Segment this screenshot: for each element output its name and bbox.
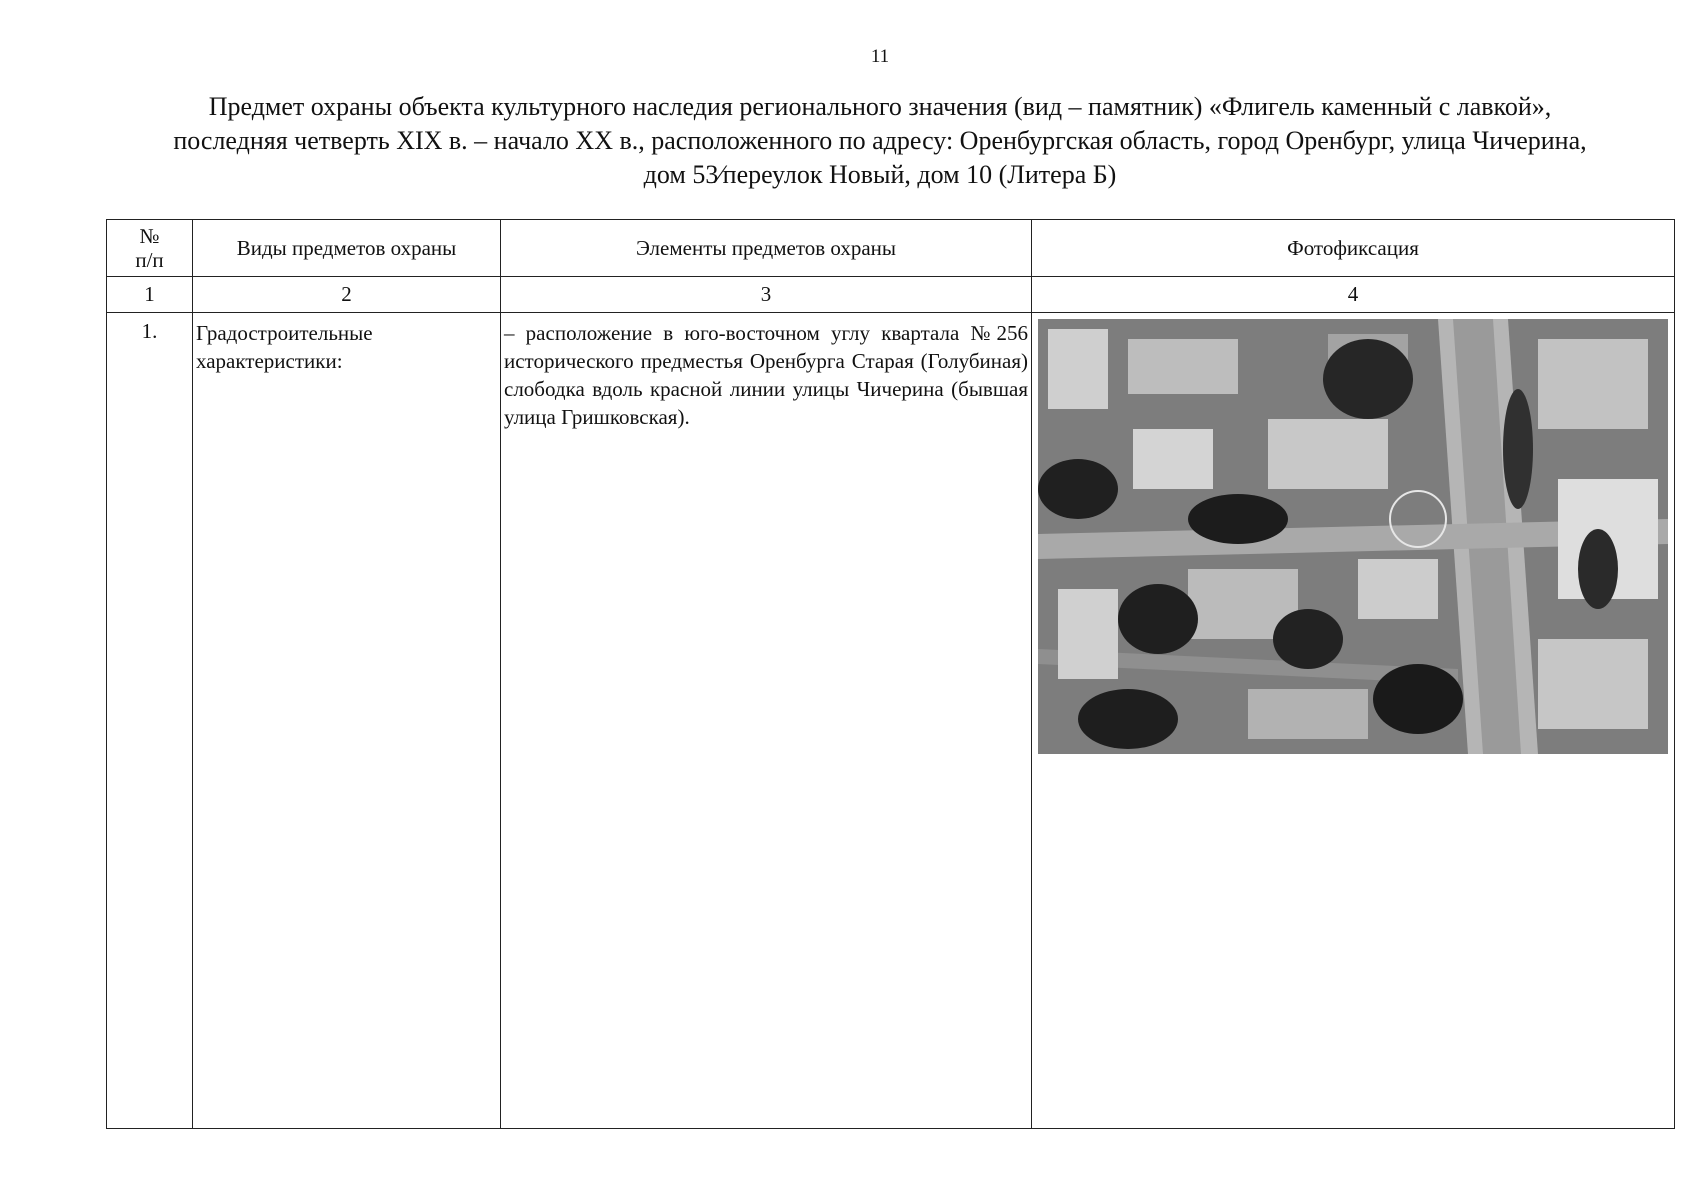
document-title bbox=[90, 90, 1670, 192]
row-number: 1. bbox=[107, 313, 193, 1129]
page-number: 11 bbox=[870, 46, 890, 67]
header-photo: Фотофиксация bbox=[1032, 220, 1675, 277]
row-elements: – расположение в юго-восточном углу квартала №256 исторического предместья Оренбурга Старая (Голубиная) слободка вдоль красной линии улицы Чичерина (бывшая улица Гришковская). bbox=[501, 313, 1032, 1129]
header-number-symbol: № bbox=[139, 224, 160, 248]
table-header-row bbox=[107, 220, 1675, 277]
title-line-2: последняя четверть XIX в. – начало XX в., расположенного по адресу: Оренбургская область, город Оренбург, улица Чичерина, bbox=[173, 126, 1587, 155]
header-number-abbrev: п/п bbox=[135, 248, 164, 272]
column-number: 4 bbox=[1032, 277, 1675, 313]
aerial-photo bbox=[1038, 319, 1668, 754]
header-number bbox=[107, 220, 193, 277]
protection-table bbox=[106, 219, 1675, 1129]
column-number: 2 bbox=[193, 277, 501, 313]
column-number-row bbox=[107, 277, 1675, 313]
table-row bbox=[107, 313, 1675, 1129]
column-number: 1 bbox=[107, 277, 193, 313]
header-elements: Элементы предметов охраны bbox=[501, 220, 1032, 277]
header-kinds: Виды предметов охраны bbox=[193, 220, 501, 277]
column-number: 3 bbox=[501, 277, 1032, 313]
row-photo-cell bbox=[1032, 313, 1675, 1129]
title-line-1: Предмет охраны объекта культурного наследия регионального значения (вид – памятник) «Флигель каменный с лавкой», bbox=[208, 92, 1552, 121]
title-line-3: дом 53⁄переулок Новый, дом 10 (Литера Б) bbox=[643, 160, 1117, 189]
row-kind: Градостроительные характеристики: bbox=[193, 313, 501, 1129]
